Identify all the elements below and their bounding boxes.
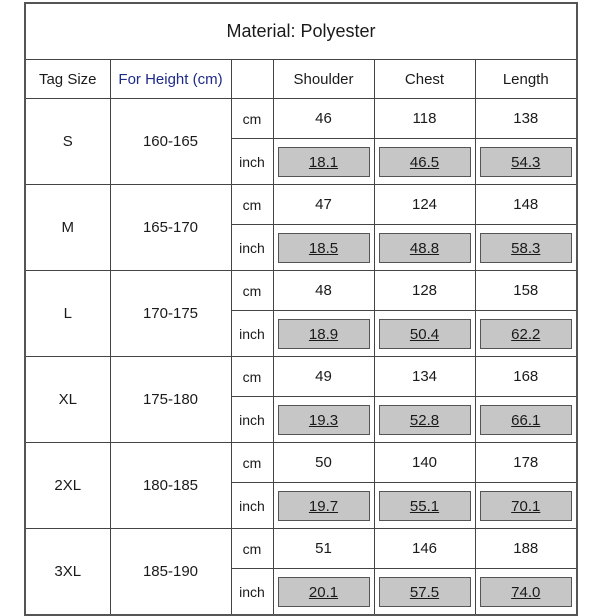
shoulder-inch-cell (273, 483, 374, 529)
height-range-cell: 170-175 (110, 271, 231, 357)
chest-inch-cell (374, 225, 475, 271)
height-range-cell: 175-180 (110, 357, 231, 443)
length-inch-cell (475, 225, 577, 271)
shoulder-inch-value: 18.5 (278, 233, 370, 263)
length-inch-cell (475, 483, 577, 529)
length-cm-value: 138 (475, 99, 577, 139)
unit-cm-label: cm (231, 185, 273, 225)
chest-inch-value: 48.8 (379, 233, 471, 263)
header-unit (231, 60, 273, 99)
header-chest: Chest (374, 60, 475, 99)
length-inch-cell (475, 139, 577, 185)
unit-cm-label: cm (231, 271, 273, 311)
height-range-cell: 185-190 (110, 529, 231, 616)
header-length: Length (475, 60, 577, 99)
shoulder-cm-value: 50 (273, 443, 374, 483)
length-inch-value: 62.2 (480, 319, 573, 349)
chest-inch-cell (374, 139, 475, 185)
chest-cm-value: 128 (374, 271, 475, 311)
tag-size-cell: L (25, 271, 110, 357)
tag-size-cell: S (25, 99, 110, 185)
size-row-cm (25, 529, 577, 569)
header-for-height: For Height (cm) (110, 60, 231, 99)
shoulder-inch-cell (273, 397, 374, 443)
shoulder-cm-value: 49 (273, 357, 374, 397)
unit-inch-label: inch (231, 483, 273, 529)
length-inch-value: 66.1 (480, 405, 573, 435)
length-inch-value: 54.3 (480, 147, 573, 177)
length-inch-value: 70.1 (480, 491, 573, 521)
shoulder-inch-value: 19.7 (278, 491, 370, 521)
height-range-cell: 165-170 (110, 185, 231, 271)
chest-inch-value: 46.5 (379, 147, 471, 177)
shoulder-cm-value: 47 (273, 185, 374, 225)
size-row-cm (25, 185, 577, 225)
length-inch-value: 58.3 (480, 233, 573, 263)
shoulder-cm-value: 48 (273, 271, 374, 311)
chest-cm-value: 134 (374, 357, 475, 397)
chest-cm-value: 118 (374, 99, 475, 139)
length-cm-value: 148 (475, 185, 577, 225)
unit-inch-label: inch (231, 397, 273, 443)
chest-cm-value: 124 (374, 185, 475, 225)
unit-inch-label: inch (231, 225, 273, 271)
chest-cm-value: 146 (374, 529, 475, 569)
chart-title: Material: Polyester (25, 3, 577, 60)
size-row-cm (25, 99, 577, 139)
unit-cm-label: cm (231, 99, 273, 139)
length-inch-cell (475, 311, 577, 357)
length-inch-cell (475, 397, 577, 443)
chest-inch-value: 52.8 (379, 405, 471, 435)
unit-inch-label: inch (231, 569, 273, 616)
shoulder-inch-value: 19.3 (278, 405, 370, 435)
length-inch-cell (475, 569, 577, 616)
size-row-cm (25, 443, 577, 483)
unit-cm-label: cm (231, 529, 273, 569)
shoulder-inch-cell (273, 225, 374, 271)
unit-inch-label: inch (231, 311, 273, 357)
tag-size-cell: XL (25, 357, 110, 443)
chest-cm-value: 140 (374, 443, 475, 483)
unit-inch-label: inch (231, 139, 273, 185)
chest-inch-cell (374, 397, 475, 443)
chest-inch-cell (374, 483, 475, 529)
shoulder-inch-cell (273, 139, 374, 185)
shoulder-inch-value: 18.1 (278, 147, 370, 177)
length-cm-value: 188 (475, 529, 577, 569)
shoulder-inch-cell (273, 569, 374, 616)
header-shoulder: Shoulder (273, 60, 374, 99)
shoulder-cm-value: 46 (273, 99, 374, 139)
header-row (25, 60, 577, 99)
chest-inch-cell (374, 311, 475, 357)
chest-inch-value: 50.4 (379, 319, 471, 349)
tag-size-cell: 3XL (25, 529, 110, 616)
length-cm-value: 158 (475, 271, 577, 311)
shoulder-inch-value: 20.1 (278, 577, 370, 607)
unit-cm-label: cm (231, 357, 273, 397)
header-tag-size: Tag Size (25, 60, 110, 99)
shoulder-inch-value: 18.9 (278, 319, 370, 349)
tag-size-cell: M (25, 185, 110, 271)
height-range-cell: 160-165 (110, 99, 231, 185)
size-row-cm (25, 357, 577, 397)
tag-size-cell: 2XL (25, 443, 110, 529)
size-chart-table (24, 2, 578, 616)
shoulder-inch-cell (273, 311, 374, 357)
shoulder-cm-value: 51 (273, 529, 374, 569)
chest-inch-value: 55.1 (379, 491, 471, 521)
length-cm-value: 178 (475, 443, 577, 483)
length-cm-value: 168 (475, 357, 577, 397)
unit-cm-label: cm (231, 443, 273, 483)
chest-inch-value: 57.5 (379, 577, 471, 607)
chest-inch-cell (374, 569, 475, 616)
height-range-cell: 180-185 (110, 443, 231, 529)
length-inch-value: 74.0 (480, 577, 573, 607)
size-row-cm (25, 271, 577, 311)
